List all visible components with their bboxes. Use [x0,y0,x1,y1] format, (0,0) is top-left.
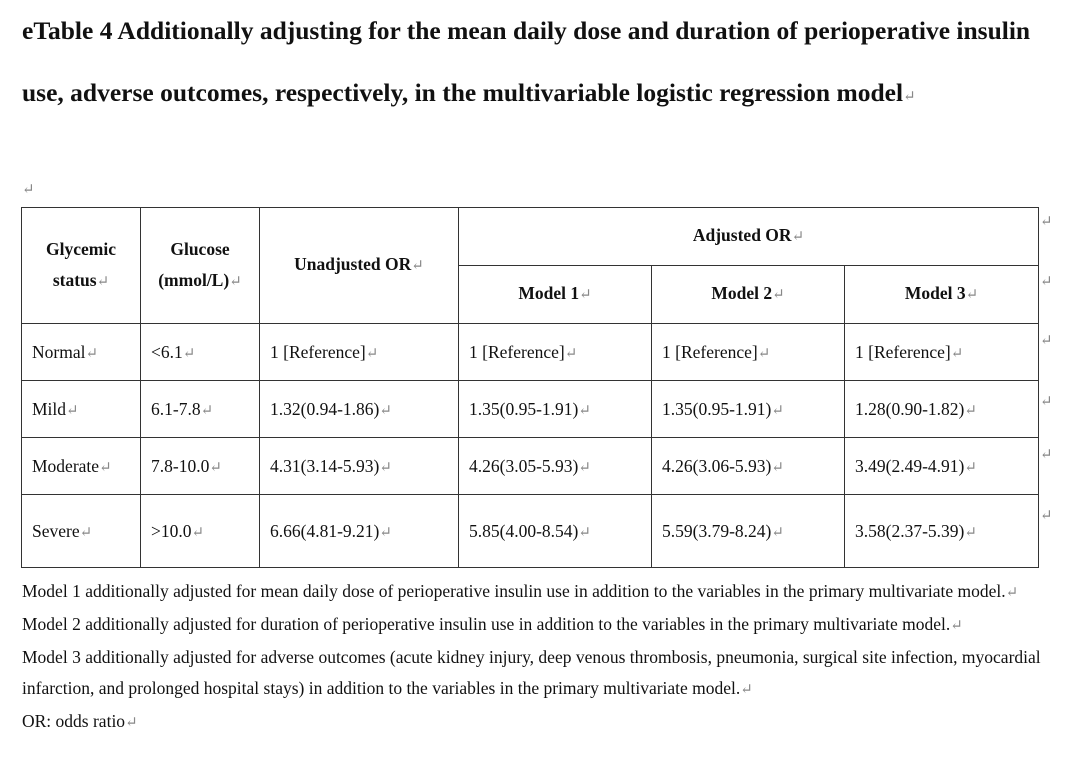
glucose-cell: <6.1↵ [141,324,260,381]
model1-cell: 1 [Reference]↵ [459,324,652,381]
results-table [21,207,1039,568]
status-cell: Moderate↵ [22,438,141,495]
header-model-1: Model 1↵ [459,266,652,324]
table-row [22,381,1039,438]
header-glycemic-status: Glycemic status↵ [22,208,141,324]
paragraph-mark-icon: ↵ [1040,333,1053,349]
header-model-3: Model 3↵ [845,266,1039,324]
footnote: Model 3 additionally adjusted for adverse outcomes (acute kidney injury, deep venous thrombosis, pneumonia, surgical site infection, myocardial infarction, and prolonged hospital stays) in addition to the variables in the primary multivariate model.↵ [22,647,1041,698]
model1-cell: 4.26(3.05-5.93)↵ [459,438,652,495]
unadjusted-cell: 1.32(0.94-1.86)↵ [260,381,459,438]
paragraph-mark-icon: ↵ [903,89,916,105]
footnote: OR: odds ratio↵ [22,711,138,731]
unadjusted-cell: 1 [Reference]↵ [260,324,459,381]
glucose-cell: 7.8-10.0↵ [141,438,260,495]
paragraph-mark-icon: ↵ [1040,508,1053,524]
paragraph-mark-icon: ↵ [1040,274,1053,290]
paragraph-mark-icon: ↵ [22,182,35,198]
model3-cell: 1 [Reference]↵ [845,324,1039,381]
table-footnotes [22,576,1072,739]
paragraph-mark-icon: ↵ [1040,214,1053,230]
table-row [22,495,1039,568]
table-row [22,324,1039,381]
header-unadjusted-or: Unadjusted OR↵ [260,208,459,324]
footnote: Model 1 additionally adjusted for mean daily dose of perioperative insulin use in addition to the variables in the primary multivariate model.↵ [22,581,1019,601]
status-cell: Severe↵ [22,495,141,568]
model2-cell: 1.35(0.95-1.91)↵ [652,381,845,438]
model3-cell: 1.28(0.90-1.82)↵ [845,381,1039,438]
glucose-cell: >10.0↵ [141,495,260,568]
model3-cell: 3.58(2.37-5.39)↵ [845,495,1039,568]
paragraph-mark-icon: ↵ [1040,394,1053,410]
header-glucose: Glucose (mmol/L)↵ [141,208,260,324]
header-adjusted-or: Adjusted OR↵ [459,208,1039,266]
status-cell: Normal↵ [22,324,141,381]
unadjusted-cell: 4.31(3.14-5.93)↵ [260,438,459,495]
unadjusted-cell: 6.66(4.81-9.21)↵ [260,495,459,568]
header-model-2: Model 2↵ [652,266,845,324]
model3-cell: 3.49(2.49-4.91)↵ [845,438,1039,495]
model2-cell: 1 [Reference]↵ [652,324,845,381]
status-cell: Mild↵ [22,381,141,438]
paragraph-mark-icon: ↵ [1040,447,1053,463]
model1-cell: 5.85(4.00-8.54)↵ [459,495,652,568]
model2-cell: 4.26(3.06-5.93)↵ [652,438,845,495]
footnote: Model 2 additionally adjusted for duration of perioperative insulin use in addition to the variables in the primary multivariate model.↵ [22,614,963,634]
table-row [22,438,1039,495]
table-title: eTable 4 Additionally adjusting for the mean daily dose and duration of perioperative insulin use, adverse outcomes, respectively, in the multivariable logistic regression model↵ [22,16,1031,107]
model1-cell: 1.35(0.95-1.91)↵ [459,381,652,438]
glucose-cell: 6.1-7.8↵ [141,381,260,438]
model2-cell: 5.59(3.79-8.24)↵ [652,495,845,568]
